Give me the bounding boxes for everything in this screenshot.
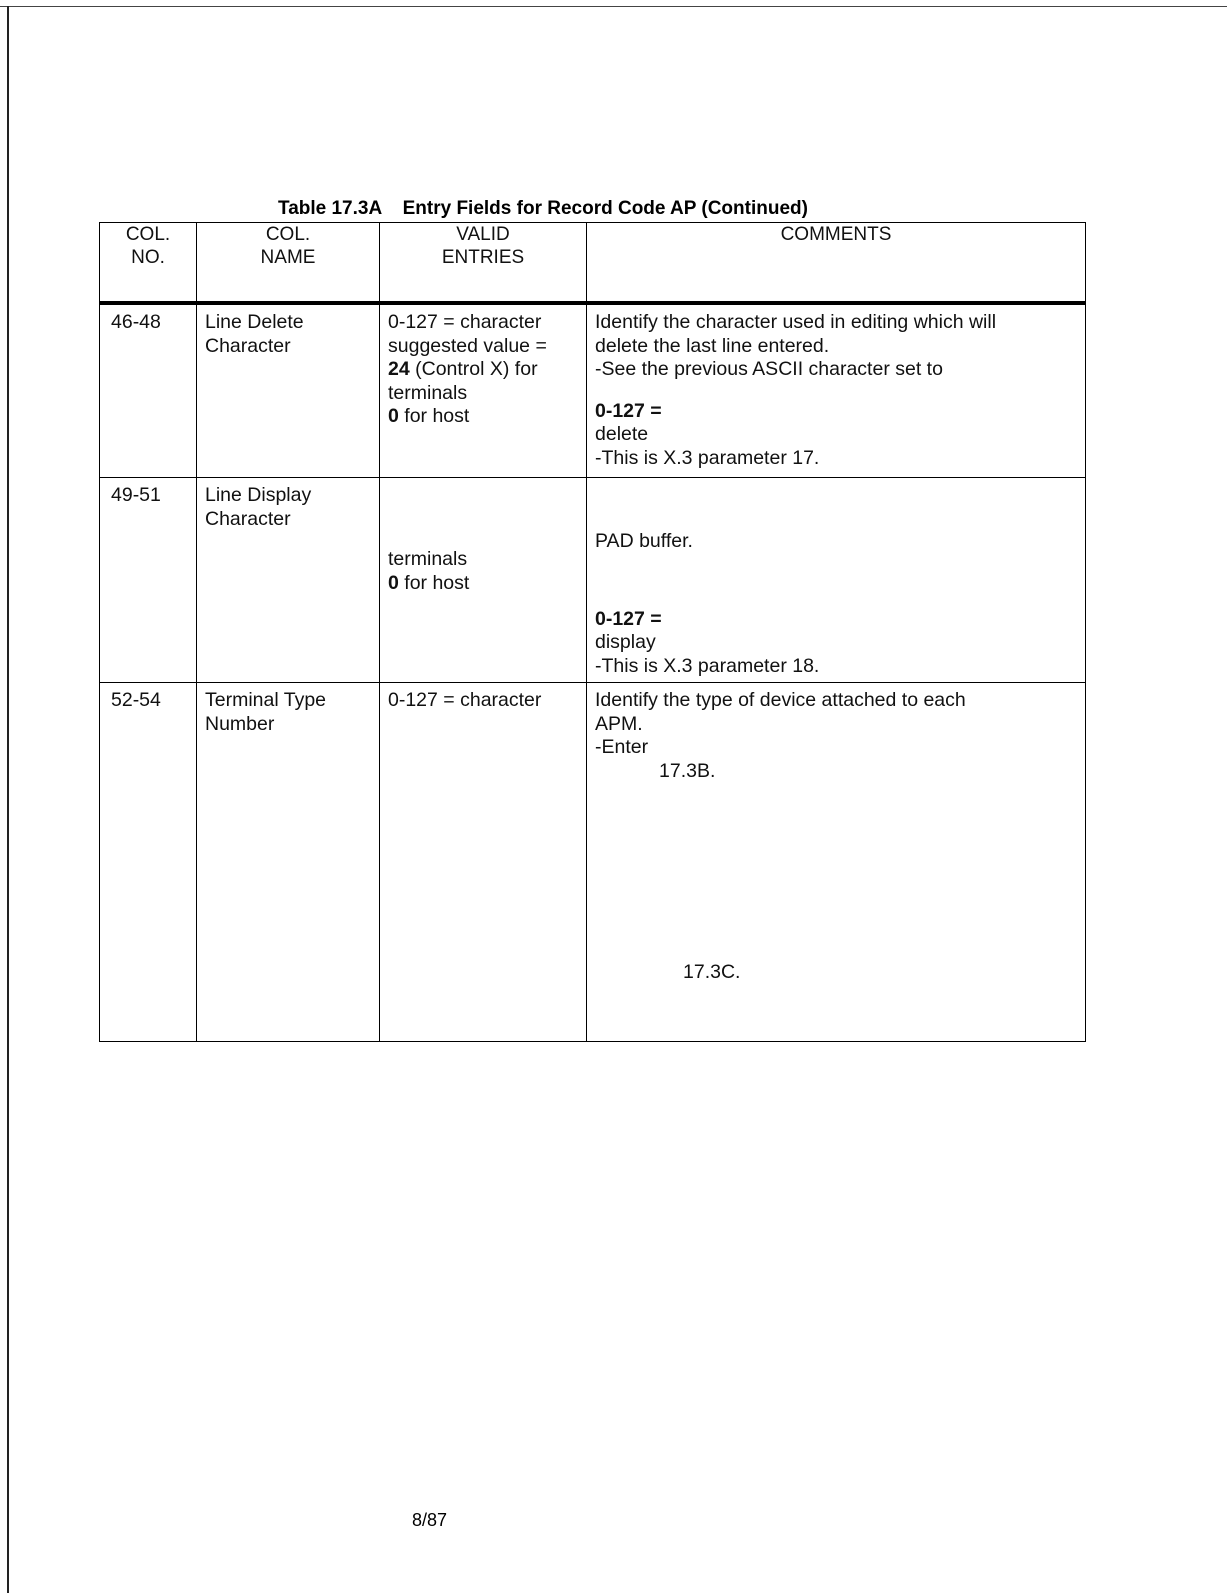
row1-valid-for-host: for host	[398, 405, 470, 427]
header-col-no-line2: NO.	[131, 247, 165, 268]
row3-comment-ref-b: 17.3B.	[659, 759, 716, 782]
row1-comment-x3: -This is X.3 parameter 17.	[595, 446, 820, 469]
row1-col-no-cell	[100, 303, 197, 478]
row1-comment-line2: delete the last line entered.	[595, 334, 830, 357]
row3-col-no: 52-54	[111, 689, 161, 711]
row1-name-line2: Character	[205, 334, 291, 357]
header-valid-line1: VALID	[456, 224, 510, 245]
page-left-rule	[7, 6, 9, 1593]
row3-col-no-cell	[100, 683, 197, 1042]
row3-comment-line1: Identify the type of device attached to each	[595, 689, 966, 711]
row3-comments-cell	[587, 683, 1086, 1042]
row1-valid-cell	[380, 303, 587, 478]
row2-valid-cell	[380, 478, 587, 683]
row2-name-line1: Line Display	[205, 484, 312, 506]
row1-valid-line3	[388, 358, 580, 382]
header-col-no-line1: COL.	[125, 224, 171, 245]
row3-valid-line1: 0-127 = character	[388, 689, 542, 711]
header-valid-line2: ENTRIES	[441, 247, 525, 268]
row1-comment-delete: delete	[595, 423, 649, 445]
row2-comment-pad-buffer: PAD buffer.	[595, 530, 693, 552]
header-row	[100, 223, 1086, 304]
row3-name-cell	[197, 683, 380, 1042]
row1-valid-line1: 0-127 = character	[388, 311, 542, 333]
row1-valid-control-x: (Control X) for	[409, 358, 538, 380]
header-comments: COMMENTS	[587, 223, 1086, 304]
row2-comments-cell	[587, 478, 1086, 683]
table-row	[100, 478, 1086, 683]
row3-name-line1: Terminal Type	[205, 689, 327, 711]
row2-valid-host-value: 0	[388, 571, 399, 594]
row3-name-line2: Number	[205, 712, 275, 735]
header-col-no	[100, 223, 197, 304]
row1-comment-range: 0-127 =	[595, 399, 662, 422]
row2-comment-range: 0-127 =	[595, 607, 662, 630]
row2-col-no: 49-51	[111, 484, 161, 506]
table-row	[100, 683, 1086, 1042]
row1-valid-line2: suggested value =	[388, 334, 547, 357]
header-col-name	[197, 223, 380, 304]
row3-valid-cell	[380, 683, 587, 1042]
row1-valid-host-value: 0	[388, 405, 399, 427]
row1-comments-cell	[587, 303, 1086, 478]
page-footer-date: 8/87	[412, 1510, 448, 1530]
row1-valid-suggested-value: 24	[388, 358, 410, 380]
page-top-rule	[0, 6, 1227, 7]
header-col-name-line2: NAME	[260, 247, 316, 268]
row2-name-cell	[197, 478, 380, 683]
header-col-name-line1: COL.	[265, 224, 311, 245]
row1-comment-line1: Identify the character used in editing which will	[595, 311, 997, 333]
row1-comment-line3: -See the previous ASCII character set to	[595, 358, 943, 380]
row1-valid-line4: terminals	[388, 381, 468, 404]
row2-comment-display: display	[595, 631, 656, 653]
table-title: Table 17.3A Entry Fields for Record Code AP (Continued)	[278, 198, 808, 219]
row1-col-no: 46-48	[111, 311, 161, 333]
row1-valid-line5	[388, 405, 580, 429]
row2-col-no-cell	[100, 478, 197, 683]
row1-name-cell	[197, 303, 380, 478]
row3-comment-line2: APM.	[595, 712, 643, 735]
row2-valid-line1: terminals	[388, 548, 468, 570]
entry-fields-table	[99, 222, 1086, 1042]
header-valid-entries	[380, 223, 587, 304]
row2-valid-for-host: for host	[398, 571, 470, 594]
row3-comment-ref-c: 17.3C.	[683, 961, 741, 983]
row1-name-line1: Line Delete	[205, 311, 304, 333]
row2-name-line2: Character	[205, 507, 291, 530]
row3-comment-enter: -Enter	[595, 736, 649, 758]
row2-comment-x3: -This is X.3 parameter 18.	[595, 654, 820, 677]
table-row	[100, 303, 1086, 478]
